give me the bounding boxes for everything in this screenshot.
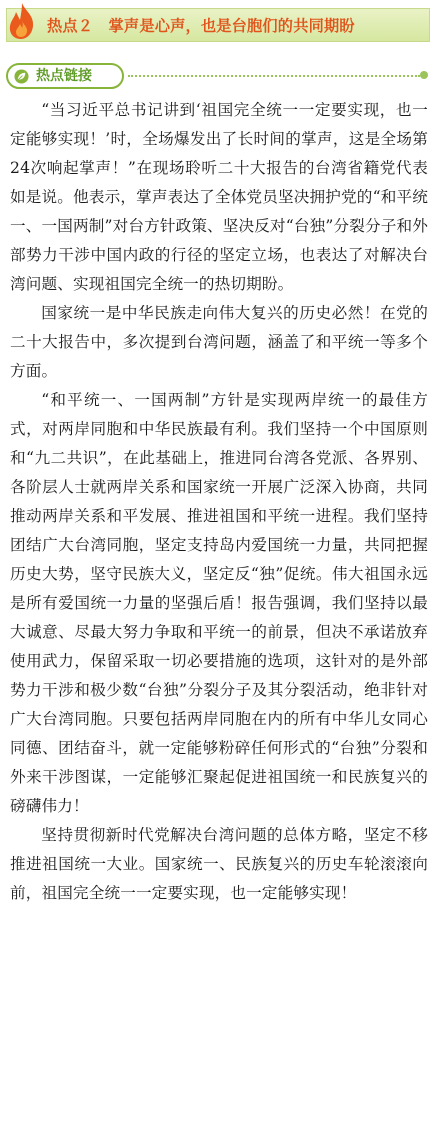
divider-end-dot xyxy=(420,71,428,79)
paragraph: “和平统一、一国两制”方针是实现两岸统一的最佳方式，对两岸同胞和中华民族最有利。我们坚持一个中国原则和“九二共识”，在此基础上，推进同台湾各党派、各界别、各阶层人士就两岸关系和国家统一开展广泛深入协商，共同推动两岸关系和平发展、推进祖国和平统一进程。我们坚持团结广大台湾同胞，坚定支持岛内爱国统一力量，共同把握历史大势，坚守民族大义，坚定反“独”促统。伟大祖国永远是所有爱国统一力量的坚强后盾！报告强调，我们坚持以最大诚意、尽最大努力争取和平统一的前景，但决不承诺放弃使用武力，保留采取一切必要措施的选项，这针对的是外部势力干涉和极少数“台独”分裂分子及其分裂活动，绝非针对广大台湾同胞。只要包括两岸同胞在内的所有中华儿女同心同德、团结奋斗，就一定能够粉碎任何形式的“台独”分裂和外来干涉图谋，一定能够汇聚起促进祖国统一和民族复兴的磅礴伟力！ xyxy=(10,391,428,815)
leaf-icon xyxy=(14,69,29,84)
paragraph: 国家统一是中华民族走向伟大复兴的历史必然！在党的二十大报告中，多次提到台湾问题，涵盖了和平统一等多个方面。 xyxy=(10,304,428,380)
page-title: 热点２ 掌声是心声，也是台胞们的共同期盼 xyxy=(47,17,355,35)
paragraph: “当习近平总书记讲到‘祖国完全统一一定要实现，也一定能够实现！’时，全场爆发出了长时间的掌声，这是全场第24次响起掌声！”在现场聆听二十大报告的台湾省籍党代表如是说。他表示，掌声表达了全体党员坚决拥护党的“和平统一、一国两制”对台方针政策、坚决反对“台独”分裂分子和外部势力干涉中国内政的行径的坚定立场，也表达了对解决台湾问题、实现祖国完全统一的热切期盼。 xyxy=(10,101,428,293)
flame-icon xyxy=(5,1,39,41)
article-body xyxy=(10,96,428,908)
dotted-divider xyxy=(128,75,420,77)
section-label: 热点链接 xyxy=(36,68,92,84)
paragraph: 坚持贯彻新时代党解决台湾问题的总体方略，坚定不移推进祖国统一大业。国家统一、民族复兴的历史车轮滚滚向前，祖国完全统一一定要实现，也一定能够实现！ xyxy=(10,826,428,902)
title-banner xyxy=(6,8,430,42)
section-header xyxy=(6,63,430,89)
section-badge xyxy=(6,63,124,89)
